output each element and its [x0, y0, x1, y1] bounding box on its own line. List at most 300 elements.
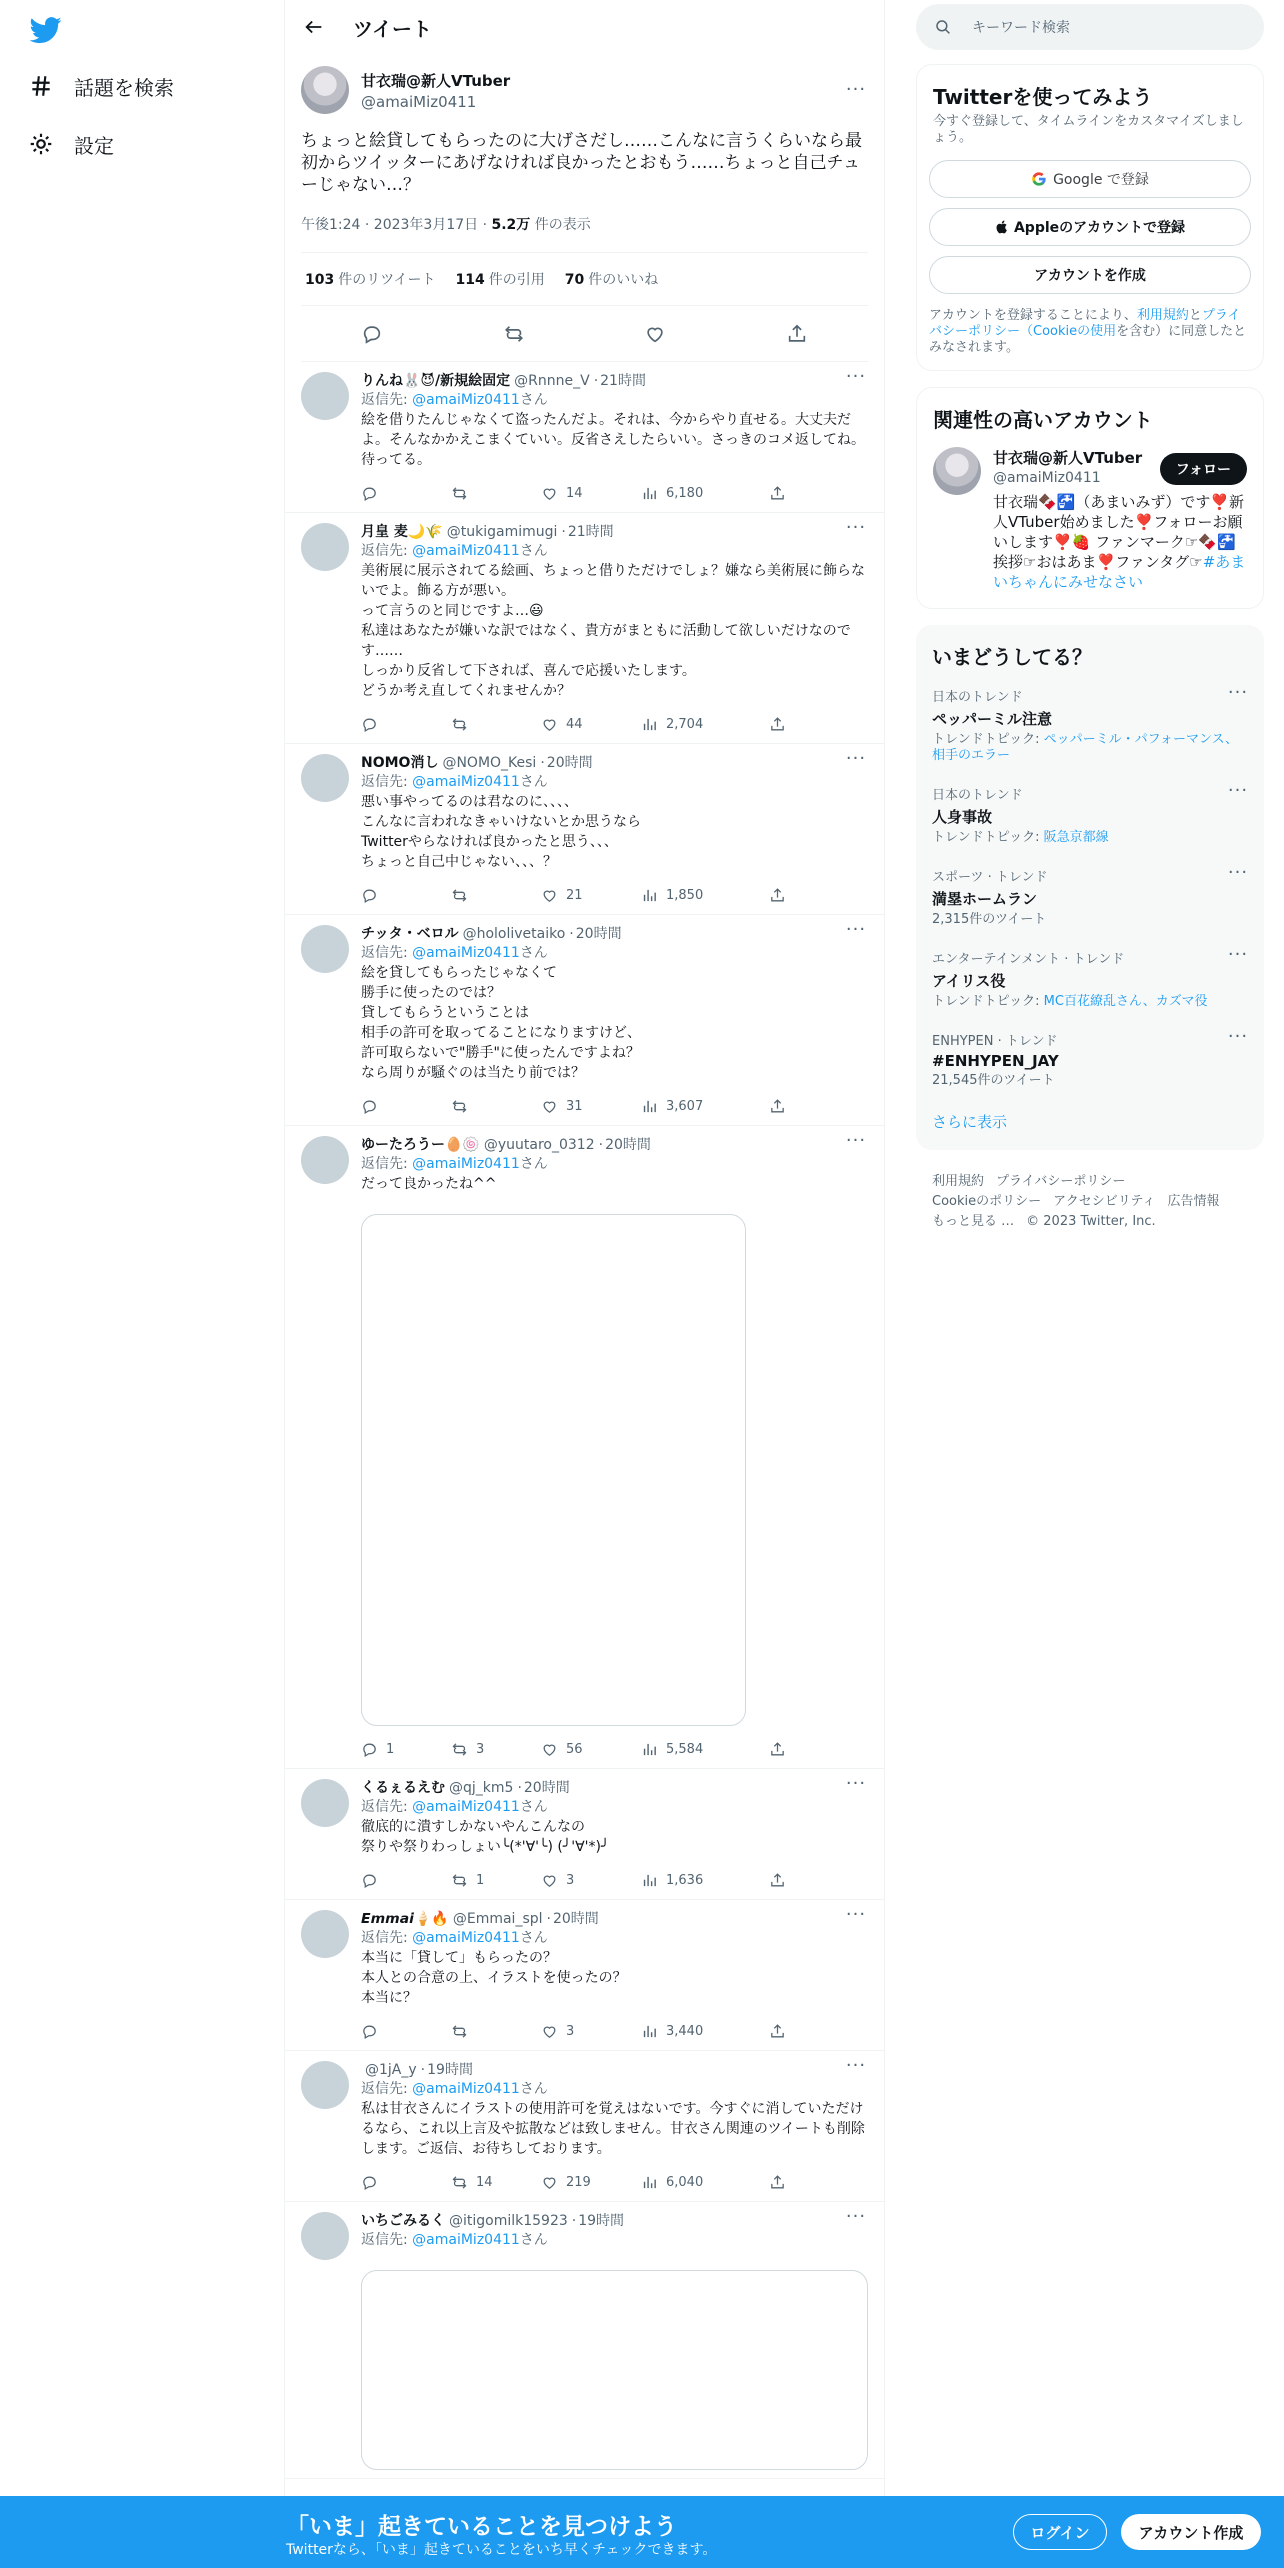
reply-icon [361, 887, 378, 904]
share-icon [769, 1741, 786, 1758]
trends-title: いまどうしてる？ [932, 645, 1092, 669]
nav-settings-label: 設定 [74, 133, 114, 158]
reply-actions [361, 2171, 868, 2193]
avatar[interactable] [301, 1779, 349, 1827]
share-button[interactable] [769, 2023, 794, 2040]
like-icon [541, 2174, 558, 2191]
page-header [285, 0, 884, 54]
share-icon [769, 716, 786, 733]
views-button[interactable] [641, 2023, 769, 2040]
reply-tweet[interactable] [285, 2051, 884, 2202]
reply-tweet[interactable] [285, 744, 884, 915]
reply-author-name[interactable]: ゆーたろうー🥚🍥 [361, 1137, 480, 1153]
reply-actions [361, 1095, 868, 1117]
twitter-bird-icon[interactable] [30, 14, 62, 42]
replying-to-label: 返信先: [361, 774, 413, 790]
reply-text: 絵を貸してもらったじゃなくて 勝手に使ったのでは？ 貸してもらうということは 相手の許可を取ってることになりますけど、 許可取らないで"勝手"に使ったんですよね？ なら周りが騒ぐのは当たり前では？ [361, 965, 641, 1081]
footer-link[interactable]: プライバシーポリシー [996, 1174, 1126, 1189]
reply-time[interactable]: 20時間 [523, 1780, 570, 1796]
reply-author-handle[interactable]: @itigomilk15923 [449, 2213, 568, 2229]
replying-to-suffix: さん [519, 2081, 548, 2097]
replying-to-label: 返信先: [361, 2232, 413, 2248]
reply-button[interactable] [361, 2023, 451, 2040]
reply-time[interactable]: 20時間 [605, 1137, 651, 1153]
more-options-icon[interactable]: ··· [845, 1773, 867, 1794]
footer-link[interactable]: Cookieのポリシー [932, 1194, 1042, 1209]
reply-dot: · [561, 524, 566, 540]
reply-dot: · [569, 926, 574, 942]
replying-to-suffix: さん [519, 774, 548, 790]
replying-to-handle[interactable]: @amaiMiz0411 [412, 2081, 520, 2097]
nav-settings[interactable] [28, 124, 114, 164]
avatar[interactable] [301, 1910, 349, 1958]
reply-time[interactable]: 20時間 [546, 755, 593, 771]
stat-label: 件の引用 [488, 272, 545, 288]
replying-to [361, 943, 868, 963]
footer [916, 1150, 1264, 1232]
replying-to-suffix: さん [519, 1930, 548, 1946]
like-count: 14 [566, 485, 583, 501]
reply-actions [361, 482, 868, 504]
view-count: 1,850 [666, 887, 704, 903]
reply-text: 美術展に展示されてる絵画、ちょっと借りただけでしょ？嫌なら美術展に飾らないでよ。飾る方が悪い。 って言うのと同じですよ…😃 私達はあなたが嫌いな訳ではなく、貴方がまともに活動して欲しいだけなのです…… しっかり反省して下されば、喜んで応援いたします。 どうか考え直してくれませんか？ [361, 563, 865, 699]
trend-topics-link[interactable]: ペッパーミル・パフォーマンス、相手のエラー [932, 732, 1239, 763]
reply-dot: · [571, 2213, 577, 2229]
like-button[interactable] [541, 485, 641, 502]
replying-to [361, 2230, 868, 2250]
retweet-icon [451, 2174, 468, 2191]
like-button[interactable] [541, 716, 641, 733]
related-bio [993, 492, 1247, 592]
reply-tweet[interactable] [285, 362, 884, 513]
search-icon [934, 18, 952, 36]
replying-to-handle[interactable]: @amaiMiz0411 [412, 774, 520, 790]
apple-signup-label: Appleのアカウントで登録 [1013, 220, 1186, 236]
retweet-count: 3 [476, 1741, 485, 1757]
avatar[interactable] [301, 754, 349, 802]
footer-link[interactable]: アクセシビリティ [1053, 1194, 1156, 1209]
reply-icon [361, 2174, 378, 2191]
share-icon[interactable] [786, 323, 808, 345]
reply-icon[interactable] [361, 323, 383, 345]
avatar[interactable] [301, 925, 349, 973]
reply-tweet[interactable] [285, 1126, 884, 1769]
reply-text: 徹底的に潰すしかないやんこんなの 祭りや祭りわっしょい╰(*'∀'╰) (╯'∀'*)╯ [361, 1819, 610, 1855]
tweet-actions [301, 306, 868, 362]
share-button[interactable] [769, 485, 794, 502]
media-attachment[interactable] [361, 2270, 868, 2470]
stat-label: 件のリツイート [338, 272, 436, 288]
reply-tweet[interactable] [285, 2202, 884, 2479]
views-button[interactable] [641, 1098, 769, 1115]
like-icon [541, 887, 558, 904]
reply-time[interactable]: 19時間 [578, 2213, 625, 2229]
trend-tweet-count: 2,315件のツイート [932, 912, 1047, 927]
reply-text: 本当に「貸して」もらったの？ 本人との合意の上、イラストを使ったの？ 本当に？ [361, 1950, 627, 2006]
replying-to-label: 返信先: [361, 945, 413, 961]
trend-context: エンターテインメント · トレンド [932, 952, 1125, 967]
view-count: 2,704 [666, 716, 704, 732]
reply-actions [361, 2020, 868, 2042]
retweet-button[interactable] [451, 2174, 541, 2191]
replying-to-suffix: さん [519, 543, 548, 559]
bio-hashtag-link[interactable]: #あまいちゃんにみせなさい [993, 553, 1246, 591]
related-title: 関連性の高いアカウント [933, 408, 1153, 432]
share-button[interactable] [769, 1741, 794, 1758]
replying-to [361, 1797, 868, 1817]
like-icon [541, 1741, 558, 1758]
replying-to-label: 返信先: [361, 543, 413, 559]
replying-to-handle[interactable]: @amaiMiz0411 [412, 945, 520, 961]
like-icon [541, 1872, 558, 1889]
reply-tweet[interactable] [285, 1769, 884, 1900]
replying-to-handle[interactable]: @amaiMiz0411 [412, 392, 520, 408]
terms-link[interactable]: 利用規約 [1136, 308, 1189, 323]
tweet-text: ちょっと絵貸してもらったのに大げさだし……こんなに言うくらいなら最初からツイッターにあげなければ良かったとおもう……ちょっと自己チューじゃない…？ [301, 131, 862, 195]
share-button[interactable] [769, 2174, 794, 2191]
trend-item[interactable] [916, 938, 1264, 1020]
reply-dot: · [420, 2062, 426, 2078]
banner-subtitle: Twitterなら、「いま」起きていることをいち早くチェックできます。 [286, 2542, 717, 2558]
like-button[interactable] [541, 1741, 641, 1758]
reply-icon [361, 716, 378, 733]
related-name[interactable]: 甘衣瑞@新人VTuber [993, 449, 1143, 467]
replying-to [361, 390, 868, 410]
trend-topics-link[interactable]: MC百花繚乱さん、カズマ役 [1043, 994, 1208, 1009]
center-column [284, 0, 885, 2568]
share-icon [769, 485, 786, 502]
retweet-button[interactable] [451, 2023, 541, 2040]
share-button[interactable] [769, 716, 794, 733]
trend-context: 日本のトレンド [932, 690, 1023, 705]
trend-topics [932, 830, 1248, 846]
trend-context: スポーツ · トレンド [932, 870, 1048, 885]
trend-item[interactable] [916, 856, 1264, 938]
trend-topics-label: トレンドトピック: [932, 732, 1044, 747]
trend-name: 人身事故 [932, 808, 993, 826]
avatar[interactable] [301, 2212, 349, 2260]
signup-box [916, 64, 1264, 371]
login-button[interactable]: ログイン [1013, 2514, 1107, 2550]
create-account-label: アカウントを作成 [1034, 268, 1146, 284]
reply-text: だって良かったね^^ [361, 1176, 497, 1192]
reply-author-name[interactable]: 𝙀𝙢𝙢𝙖𝙞🍦🔥 [361, 1911, 449, 1927]
stat-number: 114 [455, 272, 485, 288]
reply-time[interactable]: 20時間 [552, 1911, 599, 1927]
trend-context: ENHYPEN · トレンド [932, 1034, 1058, 1049]
retweet-button[interactable] [451, 716, 541, 733]
more-options-icon[interactable]: ··· [1227, 780, 1249, 801]
more-options-icon[interactable]: ··· [845, 1130, 867, 1151]
share-icon [769, 2023, 786, 2040]
reply-icon [361, 1098, 378, 1115]
replying-to-suffix: さん [519, 392, 548, 408]
reply-author-handle[interactable]: @Rnnne_V [514, 373, 590, 389]
stat-number: 70 [564, 272, 585, 288]
avatar[interactable] [301, 1136, 349, 1184]
views-icon [641, 1098, 658, 1115]
retweet-button[interactable] [451, 1741, 541, 1758]
replying-to-handle[interactable]: @amaiMiz0411 [412, 1156, 520, 1172]
replying-to [361, 2079, 868, 2099]
replying-to-label: 返信先: [361, 1799, 413, 1815]
more-options-icon[interactable]: ··· [845, 2206, 867, 2227]
privacy-link[interactable]: プライバシーポリシー（Cookieの使用 [929, 308, 1241, 339]
tweet-stats [301, 253, 868, 306]
copyright: © 2023 Twitter, Inc. [1026, 1214, 1156, 1229]
like-count[interactable] [565, 269, 658, 289]
trend-topics-link[interactable]: 阪急京都線 [1043, 830, 1109, 845]
reply-actions [361, 713, 868, 735]
more-options-icon[interactable]: ··· [845, 79, 867, 100]
more-options-icon[interactable]: ··· [845, 517, 867, 538]
views-button[interactable] [641, 716, 769, 733]
replying-to-suffix: さん [519, 1156, 548, 1172]
reply-button[interactable] [361, 1741, 451, 1758]
hashtag-icon [28, 73, 54, 99]
avatar[interactable] [301, 2061, 349, 2109]
retweet-button[interactable] [451, 1098, 541, 1115]
bio-text: 甘衣瑞🍫🚰（あまいみず）です❣️新人VTuber始めました❣️フォローお願いします❣️🍓 ファンマーク☞🍫🚰 挨拶☞おはあま❣️ファンタグ☞ [993, 493, 1245, 571]
replying-to-handle[interactable]: @amaiMiz0411 [412, 543, 520, 559]
share-button[interactable] [769, 887, 794, 904]
trend-item[interactable] [916, 1020, 1264, 1099]
replying-to-label: 返信先: [361, 1930, 413, 1946]
right-sidebar [916, 0, 1264, 1232]
reply-text: 悪い事やってるのは君なのに、、、、 こんなに言われなきゃいけないとか思うなら Twitterやらなければ良かったと思う、、、 ちょっと自己中じゃない、、、？ [361, 794, 641, 870]
footer-link[interactable]: もっと見る … [932, 1214, 1015, 1229]
retweet-icon [451, 1872, 468, 1889]
retweet-icon [451, 716, 468, 733]
view-count: 6,040 [666, 2174, 704, 2190]
views-button[interactable] [641, 1872, 769, 1889]
view-count: 3,440 [666, 2023, 704, 2039]
replying-to-handle[interactable]: @amaiMiz0411 [412, 1799, 520, 1815]
avatar[interactable] [301, 66, 349, 114]
trend-list [916, 676, 1264, 1099]
reply-tweet[interactable] [285, 1900, 884, 2051]
like-button[interactable] [541, 887, 641, 904]
like-button[interactable] [541, 1872, 641, 1889]
reply-time[interactable]: 21時間 [567, 524, 614, 540]
like-icon[interactable] [644, 323, 666, 345]
avatar[interactable] [301, 523, 349, 571]
back-arrow-icon[interactable] [303, 16, 325, 38]
reply-button[interactable] [361, 887, 451, 904]
quote-count[interactable] [456, 269, 545, 289]
like-count: 3 [566, 2023, 575, 2039]
trends-box [916, 625, 1264, 1150]
view-count: 6,180 [666, 485, 704, 501]
reply-button[interactable] [361, 1872, 451, 1889]
views-icon [641, 1741, 658, 1758]
reply-author-handle[interactable]: @1jA_y [365, 2062, 417, 2078]
reply-author-name[interactable]: いちごみるく [361, 2213, 445, 2229]
reply-author-handle[interactable]: @qj_km5 [449, 1780, 514, 1796]
views-button[interactable] [641, 485, 769, 502]
share-button[interactable] [769, 1098, 794, 1115]
replying-to [361, 1928, 868, 1948]
main-tweet [285, 66, 884, 362]
legal-text: を含む）に同意したとみなされます。 [929, 324, 1247, 355]
trend-topics [932, 732, 1248, 764]
more-options-icon[interactable]: ··· [845, 1904, 867, 1925]
more-options-icon[interactable]: ··· [845, 919, 867, 940]
views-icon [641, 2023, 658, 2040]
replying-to-suffix: さん [519, 1799, 548, 1815]
views-button[interactable] [641, 2174, 769, 2191]
reply-author-name[interactable]: チッタ・ベロル [361, 926, 459, 942]
trend-tweet-count: 21,545件のツイート [932, 1073, 1055, 1088]
reply-author-name[interactable]: 月皇 麦🌙🌾 [361, 524, 443, 540]
like-button[interactable] [541, 1098, 641, 1115]
reply-tweet[interactable] [285, 513, 884, 744]
like-count: 3 [566, 1872, 575, 1888]
avatar[interactable] [933, 447, 981, 495]
like-button[interactable] [541, 2023, 641, 2040]
more-options-icon[interactable]: ··· [1227, 1026, 1249, 1047]
reply-button[interactable] [361, 1098, 451, 1115]
retweet-count: 14 [476, 2174, 493, 2190]
trend-item[interactable] [916, 676, 1264, 774]
retweet-icon [451, 1741, 468, 1758]
footer-link[interactable]: 広告情報 [1167, 1194, 1220, 1209]
reply-time[interactable]: 21時間 [600, 373, 646, 389]
like-count: 44 [566, 716, 583, 732]
more-options-icon[interactable]: ··· [1227, 862, 1249, 883]
signup-subtitle: 今すぐ登録して、タイムラインをカスタマイズしましょう。 [933, 114, 1244, 145]
reply-button[interactable] [361, 485, 451, 502]
reply-actions [361, 1738, 868, 1760]
apple-signup-button[interactable] [929, 208, 1251, 246]
author-handle[interactable]: @amaiMiz0411 [361, 92, 477, 111]
more-options-icon[interactable]: ··· [845, 2055, 867, 2076]
reply-text: 私は甘衣さんにイラストの使用許可を覚えはないです。今すぐに消していただけるなら、これ以上言及や拡散などは致しません。甘衣さん関連のツイートも削除します。ご返信、お待ちしております。 [361, 2101, 865, 2157]
reply-author-handle[interactable]: @tukigamimugi [446, 524, 558, 540]
trend-item[interactable] [916, 774, 1264, 856]
views-icon [641, 716, 658, 733]
related-handle[interactable]: @amaiMiz0411 [993, 470, 1101, 486]
reply-dot: · [517, 1780, 522, 1796]
reply-actions [361, 884, 868, 906]
reply-author-handle[interactable]: @yuutaro_0312 [483, 1137, 595, 1153]
retweet-icon[interactable] [503, 323, 525, 345]
share-icon [769, 1872, 786, 1889]
replying-to [361, 1154, 868, 1174]
reply-button[interactable] [361, 716, 451, 733]
gear-icon [28, 131, 54, 157]
replying-to-suffix: さん [519, 945, 548, 961]
media-attachment[interactable] [361, 1214, 746, 1726]
reply-time[interactable]: 20時間 [575, 926, 622, 942]
banner-title: 「いま」起きていることを見つけよう [286, 2514, 677, 2540]
reply-author-name[interactable]: りんね🐰😈/新規絵固定 [361, 373, 511, 389]
reply-author-handle[interactable]: @NOMO_Kesi [442, 755, 537, 771]
more-options-icon[interactable]: ··· [1227, 682, 1249, 703]
replying-to-suffix: さん [519, 2232, 548, 2248]
apple-icon [995, 219, 1010, 235]
share-icon [769, 2174, 786, 2191]
like-icon [541, 1098, 558, 1115]
follow-button[interactable]: フォロー [1160, 453, 1247, 485]
views-icon [641, 887, 658, 904]
views-button[interactable] [641, 887, 769, 904]
reply-author-name[interactable]: NOMO消し [361, 755, 439, 771]
views-icon [641, 2174, 658, 2191]
signup-button[interactable]: アカウント作成 [1121, 2514, 1261, 2550]
retweet-button[interactable] [451, 887, 541, 904]
replying-to [361, 541, 868, 561]
tweet-time[interactable]: 午後1:24 · 2023年3月17日 · [301, 217, 492, 233]
replying-to-handle[interactable]: @amaiMiz0411 [412, 2232, 520, 2248]
author-name[interactable]: 甘衣瑞@新人VTuber [361, 71, 511, 90]
trend-context: 日本のトレンド [932, 788, 1023, 803]
view-count: 3,607 [666, 1098, 704, 1114]
share-icon [769, 887, 786, 904]
retweet-icon [451, 1098, 468, 1115]
replying-to-handle[interactable]: @amaiMiz0411 [412, 1930, 520, 1946]
create-account-button[interactable] [929, 256, 1251, 294]
share-button[interactable] [769, 1872, 794, 1889]
replying-to-label: 返信先: [361, 1156, 413, 1172]
nav-explore[interactable] [28, 66, 174, 106]
more-options-icon[interactable]: ··· [845, 748, 867, 769]
related-box [916, 387, 1264, 609]
more-options-icon[interactable]: ··· [845, 366, 867, 387]
like-button[interactable] [541, 2174, 641, 2191]
reply-button[interactable] [361, 2174, 451, 2191]
retweet-count[interactable] [305, 269, 436, 289]
trend-topics [932, 994, 1248, 1010]
like-icon [541, 2023, 558, 2040]
like-count: 56 [566, 1741, 583, 1757]
share-icon [769, 1098, 786, 1115]
google-signup-button[interactable] [929, 160, 1251, 198]
like-icon [541, 716, 558, 733]
reply-icon [361, 485, 378, 502]
more-options-icon[interactable]: ··· [1227, 944, 1249, 965]
trend-topics-label: トレンドトピック: [932, 830, 1044, 845]
replying-to-label: 返信先: [361, 2081, 413, 2097]
retweet-button[interactable] [451, 485, 541, 502]
reply-actions [361, 1869, 868, 1891]
reply-time[interactable]: 19時間 [427, 2062, 473, 2078]
retweet-button[interactable] [451, 1872, 541, 1889]
search-input[interactable] [916, 4, 1264, 50]
like-count: 21 [566, 887, 583, 903]
legal-text: アカウントを登録することにより、 [929, 308, 1137, 323]
reply-tweet[interactable] [285, 915, 884, 1126]
trend-topics-label: トレンドトピック: [932, 994, 1044, 1009]
footer-link[interactable]: 利用規約 [932, 1174, 985, 1189]
retweet-count: 1 [476, 1872, 485, 1888]
views-icon [641, 485, 658, 502]
reply-author-handle[interactable]: @hololivetaiko [462, 926, 566, 942]
views-button[interactable] [641, 1741, 769, 1758]
show-more-link[interactable]: さらに表示 [932, 1113, 1008, 1131]
reply-author-name[interactable]: くるぇるえむ [361, 1780, 445, 1796]
reply-text: 絵を借りたんじゃなくて盗ったんだよ。それは、今からやり直せる。大丈夫だよ。そんなかかえこまくていい。反省さえしたらいい。さっきのコメ返してね。待ってる。 [361, 412, 865, 468]
google-icon [1031, 171, 1047, 187]
signup-title: Twitterを使ってみよう [933, 85, 1153, 109]
reply-dot: · [546, 1911, 551, 1927]
reply-icon [361, 2023, 378, 2040]
reply-dot: · [598, 1137, 604, 1153]
avatar[interactable] [301, 372, 349, 420]
replying-to [361, 772, 868, 792]
reply-author-handle[interactable]: @Emmai_spl [452, 1911, 543, 1927]
related-account[interactable] [917, 433, 1263, 608]
